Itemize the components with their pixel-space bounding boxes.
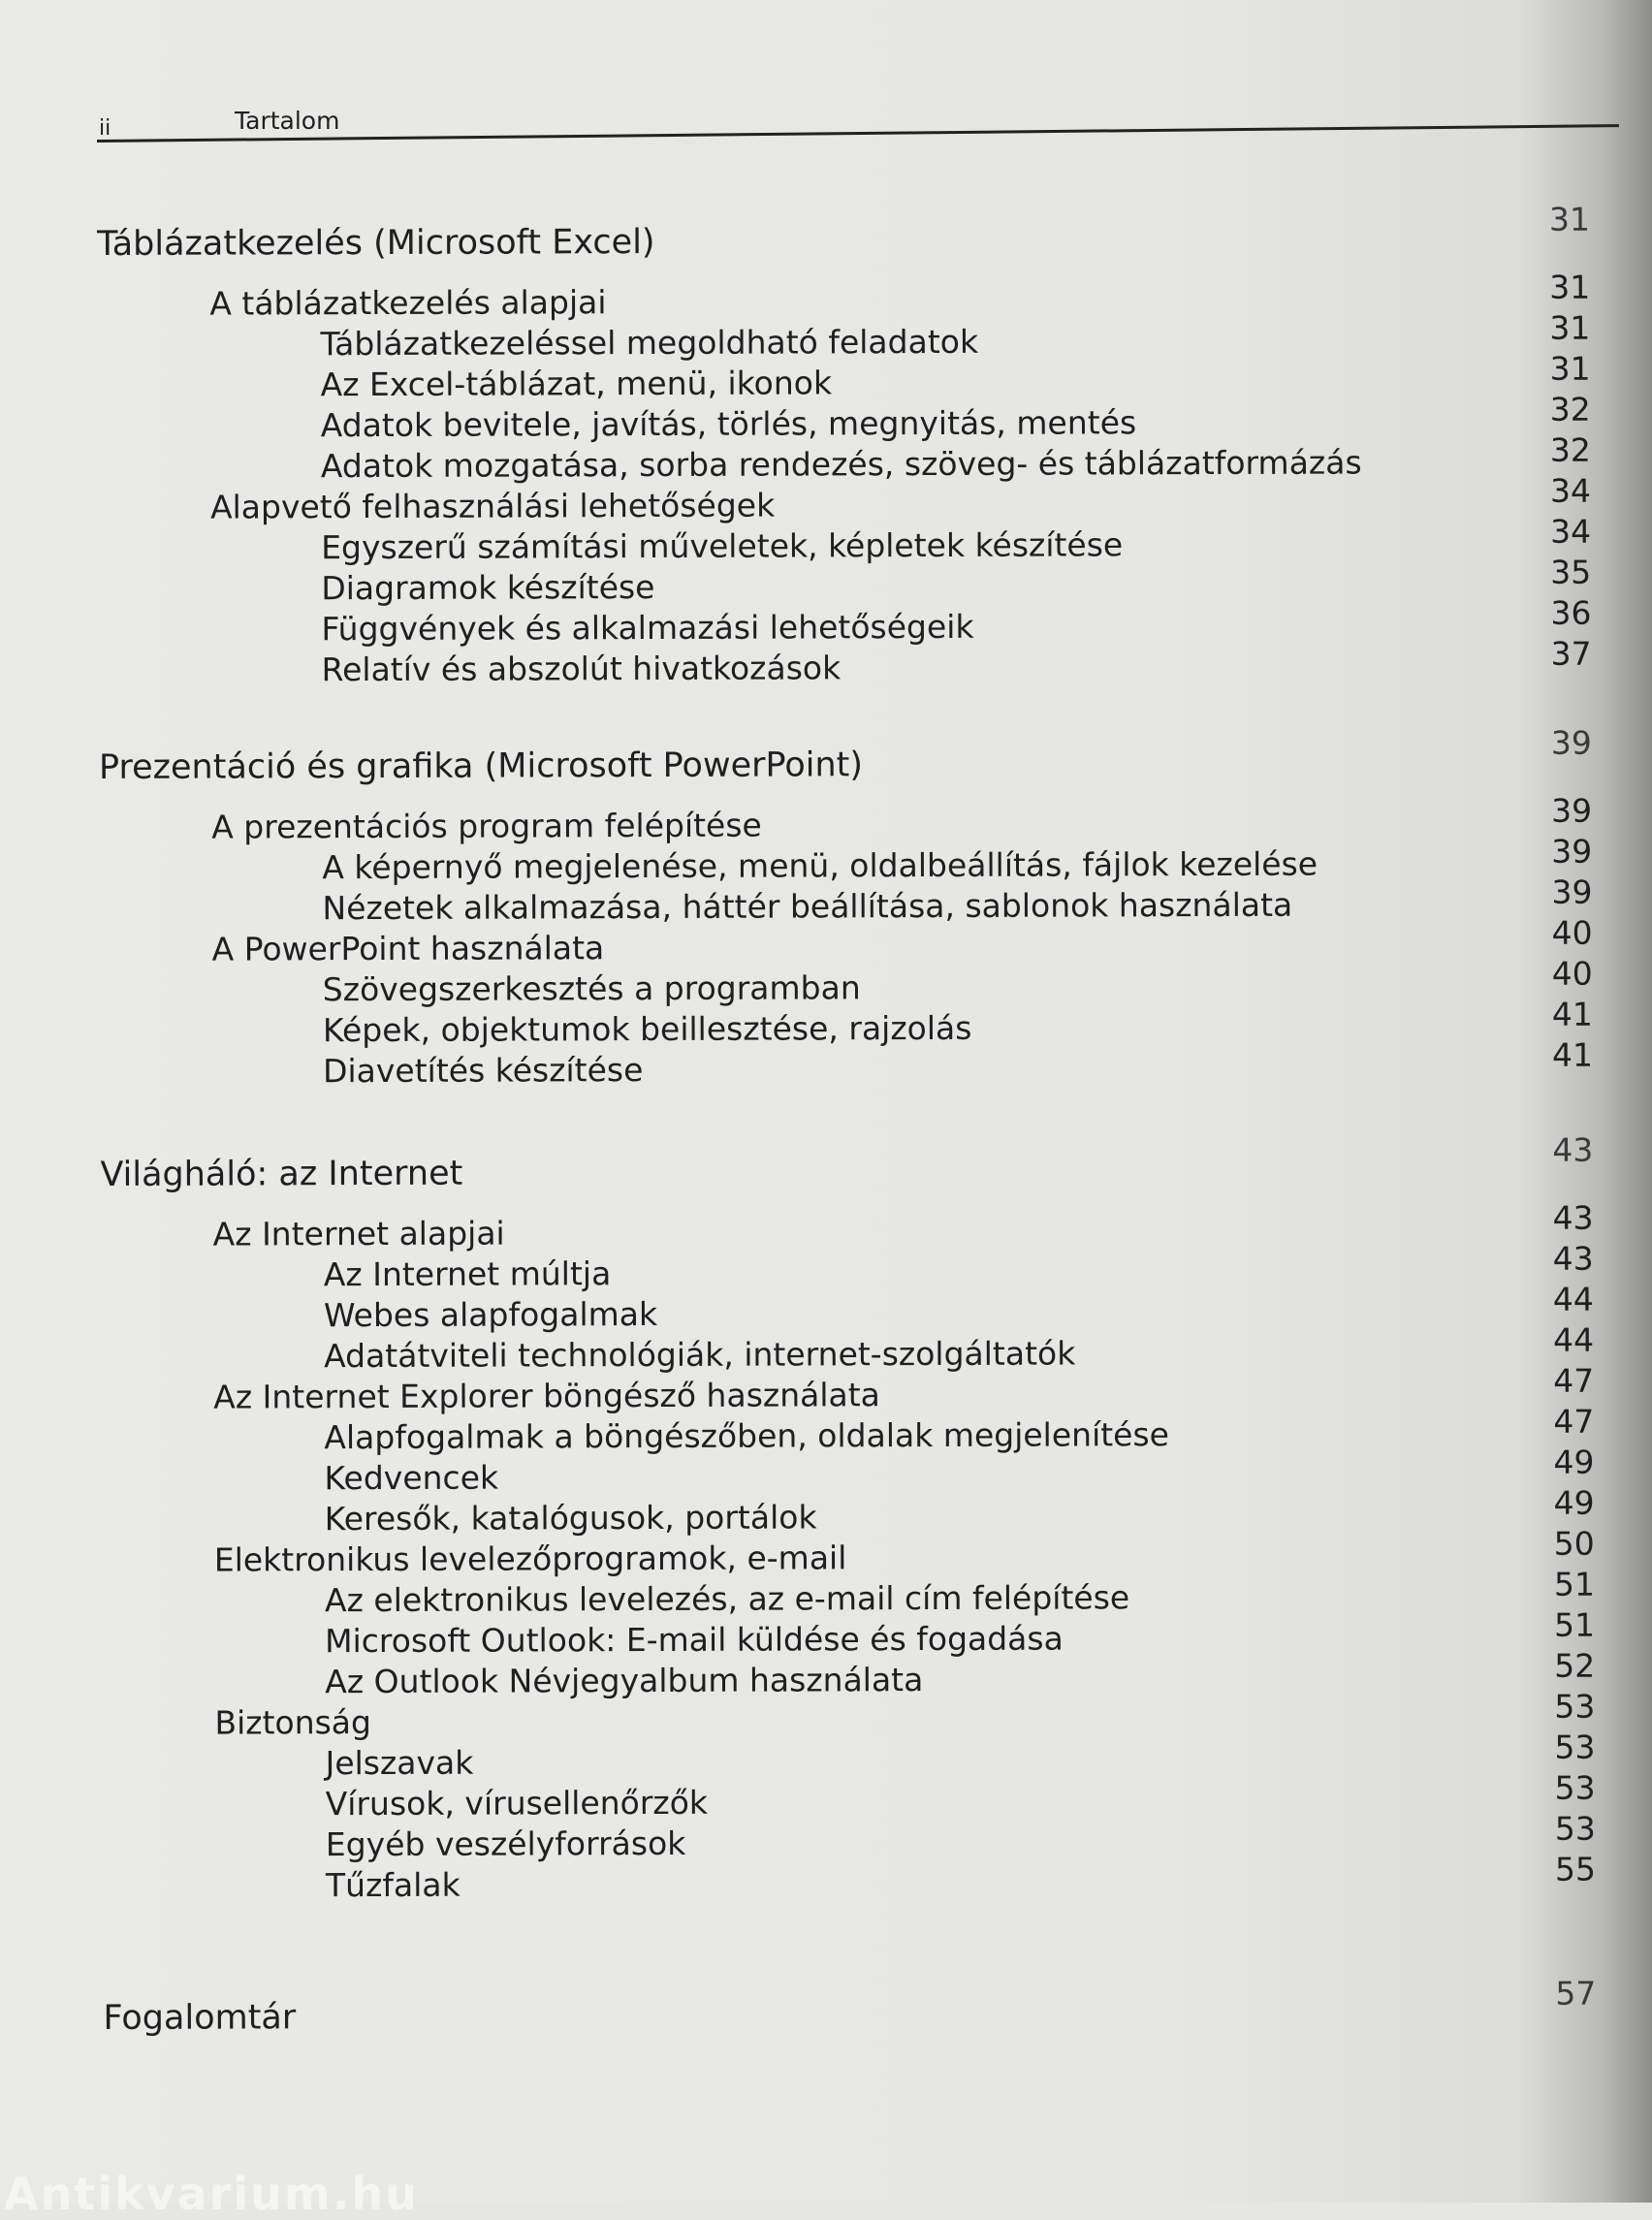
running-title: Tartalom [235, 107, 340, 135]
toc-chapter-page: 43 [1552, 1130, 1594, 1169]
toc-entry-title: Egyszerű számítási műveletek, képletek készítése [321, 525, 1124, 567]
toc-entry-title: Az Internet Explorer böngésző használata [213, 1376, 880, 1416]
toc-chapter-page: 57 [1555, 1974, 1597, 2013]
toc-entry-title: Alapvető felhasználási lehetőségek [209, 486, 776, 526]
toc-chapter-title: Világháló: az Internet [100, 1154, 463, 1194]
toc-entry-page: 39 [1551, 872, 1593, 911]
toc-entry-page: 36 [1550, 593, 1592, 632]
toc-entry-title: Tűzfalak [325, 1865, 461, 1905]
toc-entry-title: Adatátviteli technológiák, internet-szolgáltatók [324, 1334, 1076, 1376]
toc-entry-page: 55 [1554, 1850, 1597, 1888]
toc-entry-title: Egyéb veszélyforrások [325, 1824, 686, 1864]
toc-entry-page: 51 [1553, 1565, 1595, 1603]
toc-entry-page: 47 [1553, 1402, 1595, 1441]
toc-entry-page: 39 [1551, 791, 1593, 830]
toc-subsection[interactable] [103, 1850, 1597, 1908]
toc-entry-page: 32 [1549, 390, 1591, 428]
toc-entry-page: 32 [1549, 430, 1591, 469]
toc-entry-page: 43 [1552, 1239, 1594, 1278]
toc-entry-page: 53 [1554, 1728, 1596, 1766]
toc-entry-title: A táblázatkezelés alapjai [209, 283, 607, 323]
toc-entry-title: Relatív és abszolút hivatkozások [321, 649, 842, 689]
toc-entry-page: 52 [1554, 1646, 1596, 1685]
toc-entry-page: 31 [1549, 308, 1591, 347]
toc-entry-page: 50 [1553, 1524, 1595, 1563]
toc-entry-title: Az Outlook Névjegyalbum használata [325, 1661, 924, 1701]
toc-subsection[interactable] [100, 1035, 1594, 1094]
toc-chapter-page: 31 [1548, 200, 1591, 238]
toc-chapter[interactable] [103, 1974, 1597, 2040]
toc-entry-page: 37 [1550, 634, 1592, 673]
toc-entry-page: 40 [1551, 913, 1593, 952]
toc-chapter-title: Prezentáció és grafika (Microsoft PowerPoint) [98, 745, 864, 787]
toc-entry-title: Biztonság [214, 1703, 372, 1742]
toc-entry-title: Jelszavak [325, 1743, 474, 1783]
toc-entry-page: 34 [1549, 471, 1592, 510]
toc-chapter-title: Táblázatkezelés (Microsoft Excel) [97, 222, 655, 264]
toc-entry-page: 34 [1550, 512, 1592, 551]
toc-entry-title: Adatok bevitele, javítás, törlés, megnyitás, mentés [320, 403, 1137, 445]
toc-entry-title: Az Internet múltja [323, 1254, 612, 1294]
toc-entry-title: Az elektronikus levelezés, az e-mail cím felépítése [324, 1578, 1130, 1620]
toc-entry-title: Keresők, katalógusok, portálok [324, 1498, 817, 1538]
toc-entry-page: 31 [1549, 349, 1591, 388]
toc-entry-page: 43 [1552, 1198, 1594, 1237]
toc-entry-page: 41 [1551, 1035, 1594, 1074]
toc-subsection[interactable] [99, 634, 1592, 692]
toc-entry-title: Vírusok, vírusellenőrzők [325, 1783, 709, 1824]
toc-entry-title: A PowerPoint használata [211, 929, 605, 968]
toc-entry-title: Adatok mozgatása, sorba rendezés, szöveg- és táblázatformázás [320, 443, 1362, 486]
toc-entry-page: 53 [1554, 1768, 1596, 1807]
page-header [97, 105, 1619, 143]
toc-entry-title: Az Excel-táblázat, menü, ikonok [320, 364, 833, 404]
toc-entry-title: Nézetek alkalmazása, háttér beállítása, sablonok használata [322, 885, 1293, 928]
toc-entry-title: A képernyő megjelenése, menü, oldalbeállítás, fájlok kezelése [322, 844, 1318, 887]
toc-chapter-page: 39 [1550, 723, 1592, 762]
toc-entry-page: 35 [1550, 553, 1592, 591]
toc-entry-title: Webes alapfogalmak [323, 1294, 658, 1335]
toc-entry-title: Képek, objektumok beillesztése, rajzolás [322, 1008, 972, 1050]
toc-entry-title: Szövegszerkesztés a programban [322, 968, 861, 1009]
toc-entry-page: 39 [1551, 832, 1593, 871]
toc-entry-page: 49 [1553, 1443, 1595, 1481]
toc-entry-page: 40 [1551, 954, 1593, 993]
toc-entry-title: Függvények és alkalmazási lehetőségeik [321, 607, 974, 649]
toc-chapter-title: Fogalomtár [103, 1998, 297, 2038]
toc-entry-page: 44 [1552, 1320, 1595, 1359]
toc-entry-title: Alapfogalmak a böngészőben, oldalak megjelenítése [324, 1415, 1170, 1457]
table-of-contents [97, 200, 1597, 2065]
toc-chapter[interactable] [100, 1130, 1594, 1196]
toc-entry-title: Diavetítés készítése [322, 1051, 644, 1091]
toc-entry-page: 53 [1554, 1687, 1596, 1726]
toc-entry-title: Az Internet alapjai [212, 1214, 505, 1253]
toc-entry-page: 31 [1549, 268, 1591, 306]
toc-entry-title: Elektronikus levelezőprogramok, e-mail [213, 1538, 847, 1579]
toc-entry-page: 49 [1553, 1483, 1595, 1522]
toc-chapter[interactable] [98, 723, 1592, 789]
page-folio: ii [99, 116, 111, 141]
toc-entry-title: Kedvencek [324, 1458, 499, 1498]
toc-entry-page: 44 [1552, 1280, 1594, 1318]
toc-entry-page: 47 [1553, 1361, 1595, 1400]
toc-entry-page: 51 [1553, 1605, 1596, 1644]
toc-entry-title: Táblázatkezeléssel megoldható feladatok [320, 322, 979, 364]
toc-entry-title: Diagramok készítése [321, 567, 655, 608]
toc-chapter[interactable] [97, 200, 1591, 266]
toc-entry-title: Microsoft Outlook: E-mail küldése és fogadása [325, 1619, 1064, 1661]
toc-entry-title: A prezentációs program felépítése [211, 806, 762, 846]
toc-entry-page: 41 [1551, 995, 1593, 1033]
toc-entry-page: 53 [1554, 1809, 1596, 1848]
watermark: Antikvarium.hu [4, 2168, 419, 2220]
